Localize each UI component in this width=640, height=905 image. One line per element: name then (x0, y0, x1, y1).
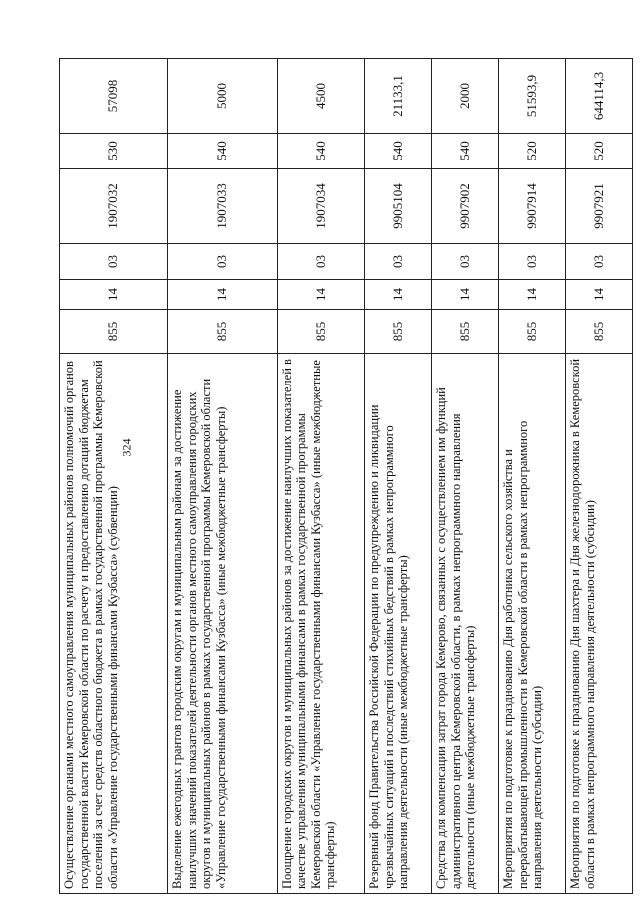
row-ved: 855 (499, 310, 566, 354)
row-csr: 9907914 (499, 169, 566, 244)
row-description: Поощрение городских округов и муниципальных районов за достижение наилучших показателей в качестве управления муниципальными финансами в рамках государственной программы Кемеровской области «Управление государственными финансами Кузбасса» (иные межбюджетные трансферты) (277, 354, 365, 894)
row-description: Выделение ежегодных грантов городским округам и муниципальным районам за достижение наилучших значений показателей деятельности органов местного самоуправления городских округов и муниципальных районов в рамках государственной программы Кемеровской области «Управление государственными финансами Кузбасса» (иные межбюджетные трансферты) (168, 354, 278, 894)
row-pr: 03 (168, 244, 278, 280)
table-row (277, 59, 365, 894)
row-ved: 855 (168, 310, 278, 354)
row-vr: 540 (365, 134, 432, 169)
row-rz: 14 (277, 280, 365, 310)
row-description: Резервный фонд Правительства Российской Федерации по предупреждению и ликвидации чрезвычайных ситуаций и последствий стихийных бедствий в рамках непрограммного направления деятельности (иные межбюджетные трансферты) (365, 354, 432, 894)
page-number: 324 (119, 438, 134, 457)
row-csr: 9905104 (365, 169, 432, 244)
row-ved: 855 (432, 310, 499, 354)
row-sum: 2000 (432, 59, 499, 134)
row-vr: 540 (168, 134, 278, 169)
row-pr: 03 (277, 244, 365, 280)
table-row (566, 59, 633, 894)
row-description: Осуществление органами местного самоуправления муниципальных районов полномочий органов государственной власти Кемеровской области по расчету и предоставлению дотаций бюджетам поселений за счет средств областного бюджета в рамках государственной программы Кемеровской области «Управление государственными финансами Кузбасса» (субвенции) (60, 354, 168, 894)
table-row (168, 59, 278, 894)
row-sum: 57098 (60, 59, 168, 134)
row-rz: 14 (566, 280, 633, 310)
table-row (60, 59, 168, 894)
row-sum: 21133,1 (365, 59, 432, 134)
budget-table (59, 58, 633, 894)
row-sum: 5000 (168, 59, 278, 134)
row-ved: 855 (365, 310, 432, 354)
row-csr: 9907921 (566, 169, 633, 244)
row-rz: 14 (60, 280, 168, 310)
budget-table-rotated (59, 59, 633, 894)
row-ved: 855 (60, 310, 168, 354)
row-description: Мероприятия по подготовке к празднованию Дня шахтера и Дня железнодорожника в Кемеровской области в рамках непрограммного направления деятельности (субсидии) (566, 354, 633, 894)
table-row (365, 59, 432, 894)
row-vr: 520 (499, 134, 566, 169)
row-csr: 9907902 (432, 169, 499, 244)
row-rz: 14 (365, 280, 432, 310)
row-vr: 540 (277, 134, 365, 169)
row-vr: 530 (60, 134, 168, 169)
row-pr: 03 (365, 244, 432, 280)
row-pr: 03 (499, 244, 566, 280)
row-pr: 03 (566, 244, 633, 280)
table-row (432, 59, 499, 894)
row-ved: 855 (277, 310, 365, 354)
row-rz: 14 (432, 280, 499, 310)
row-description: Средства для компенсации затрат города Кемерово, связанных с осуществлением им функций административного центра Кемеровской области, в рамках непрограммного направления деятельности (иные межбюджетные трансферты) (432, 354, 499, 894)
row-pr: 03 (60, 244, 168, 280)
row-rz: 14 (168, 280, 278, 310)
row-vr: 540 (432, 134, 499, 169)
row-pr: 03 (432, 244, 499, 280)
row-sum: 644114,3 (566, 59, 633, 134)
row-rz: 14 (499, 280, 566, 310)
row-sum: 4500 (277, 59, 365, 134)
row-vr: 520 (566, 134, 633, 169)
row-description: Мероприятия по подготовке к празднованию Дня работника сельского хозяйства и перерабатывающей промышленности в Кемеровской области в рамках непрограммного направления деятельности (субсидии) (499, 354, 566, 894)
row-csr: 1907034 (277, 169, 365, 244)
row-csr: 1907032 (60, 169, 168, 244)
row-csr: 1907033 (168, 169, 278, 244)
row-sum: 51593,9 (499, 59, 566, 134)
row-ved: 855 (566, 310, 633, 354)
table-row (499, 59, 566, 894)
